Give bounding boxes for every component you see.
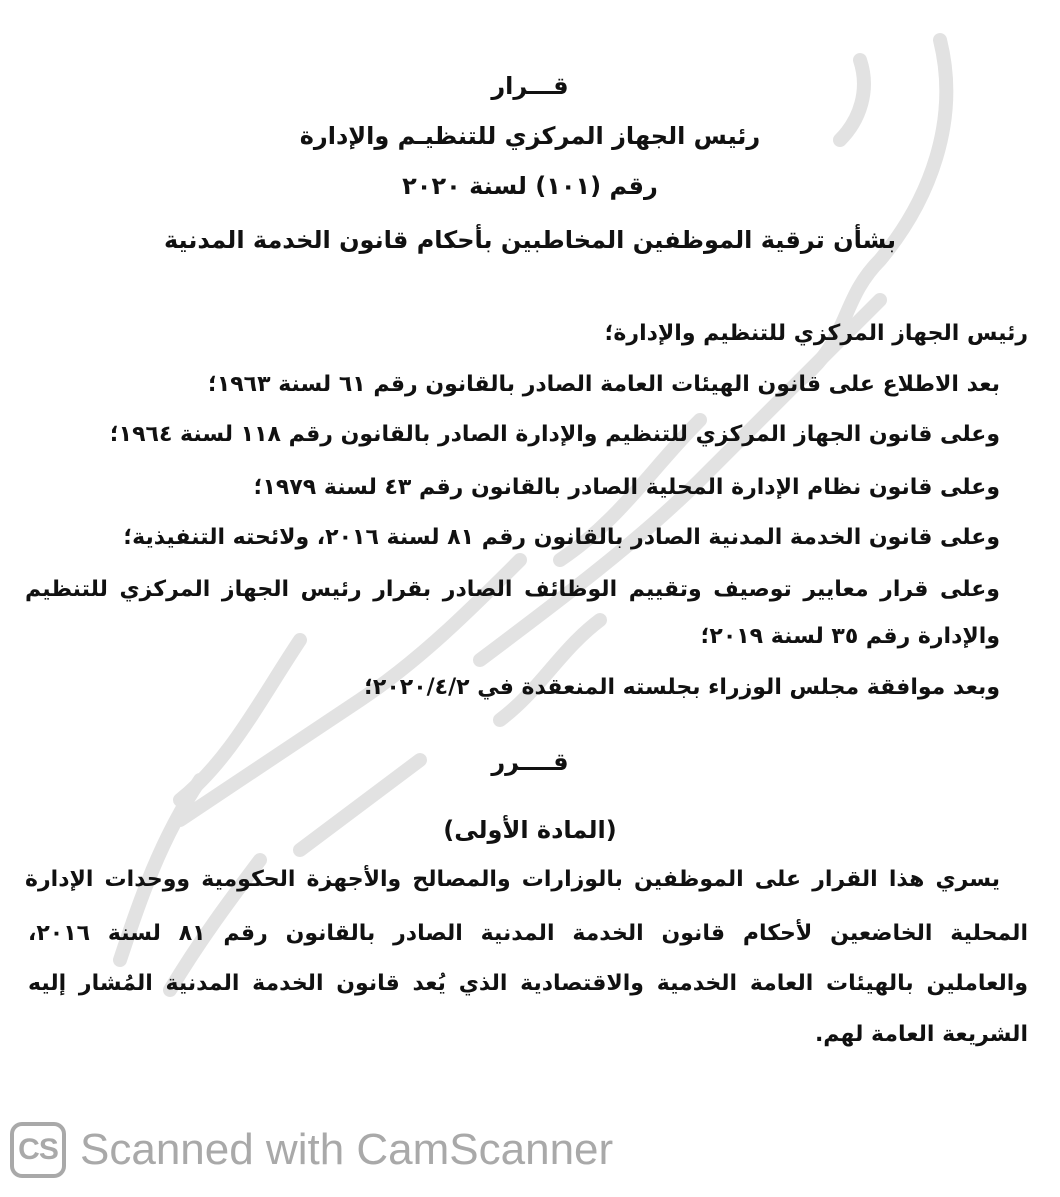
preamble-line: وعلى قانون الخدمة المدنية الصادر بالقانون رقم ٨١ لسنة ٢٠١٦، ولائحته التنفيذية؛ [123, 525, 1000, 550]
article-line: والعاملين بالهيئات العامة الخدمية والاقتصادية الذي يُعد قانون الخدمة المدنية المُشار إليه [28, 971, 1028, 996]
decree-title: قـــرار [491, 72, 569, 100]
preamble-line: وعلى قرار معايير توصيف وتقييم الوظائف الصادر بقرار رئيس الجهاز المركزي للتنظيم [25, 577, 1000, 602]
preamble-line: وعلى قانون الجهاز المركزي للتنظيم والإدارة الصادر بالقانون رقم ١١٨ لسنة ١٩٦٤؛ [109, 422, 1000, 447]
preamble-issuer: رئيس الجهاز المركزي للتنظيم والإدارة؛ [604, 321, 1028, 346]
preamble-line: والإدارة رقم ٣٥ لسنة ٢٠١٩؛ [700, 624, 1000, 649]
article-line: المحلية الخاضعين لأحكام قانون الخدمة المدنية الصادر بالقانون رقم ٨١ لسنة ٢٠١٦، [28, 921, 1028, 946]
preamble-line: بعد الاطلاع على قانون الهيئات العامة الصادر بالقانون رقم ٦١ لسنة ١٩٦٣؛ [208, 372, 1000, 397]
decree-number: رقم (١٠١) لسنة ٢٠٢٠ [402, 172, 658, 200]
article-title: (المادة الأولى) [443, 816, 617, 844]
camscanner-logo-icon: CS [10, 1122, 66, 1178]
decision-heading: قــــرر [491, 748, 569, 776]
preamble-line: وعلى قانون نظام الإدارة المحلية الصادر بالقانون رقم ٤٣ لسنة ١٩٧٩؛ [253, 475, 1000, 500]
article-line: الشريعة العامة لهم. [814, 1022, 1028, 1047]
scanner-watermark-text: Scanned with CamScanner [80, 1125, 614, 1174]
article-line: يسري هذا القرار على الموظفين بالوزارات والمصالح والأجهزة الحكومية ووحدات الإدارة [25, 867, 1000, 892]
issuer-heading: رئيس الجهاز المركزي للتنظيـم والإدارة [299, 122, 761, 150]
camscanner-footer [10, 1118, 613, 1182]
decree-subject: بشأن ترقية الموظفين المخاطبين بأحكام قانون الخدمة المدنية [163, 226, 897, 254]
preamble-line: وبعد موافقة مجلس الوزراء بجلسته المنعقدة في ٢٠٢٠/٤/٢؛ [364, 675, 1000, 700]
